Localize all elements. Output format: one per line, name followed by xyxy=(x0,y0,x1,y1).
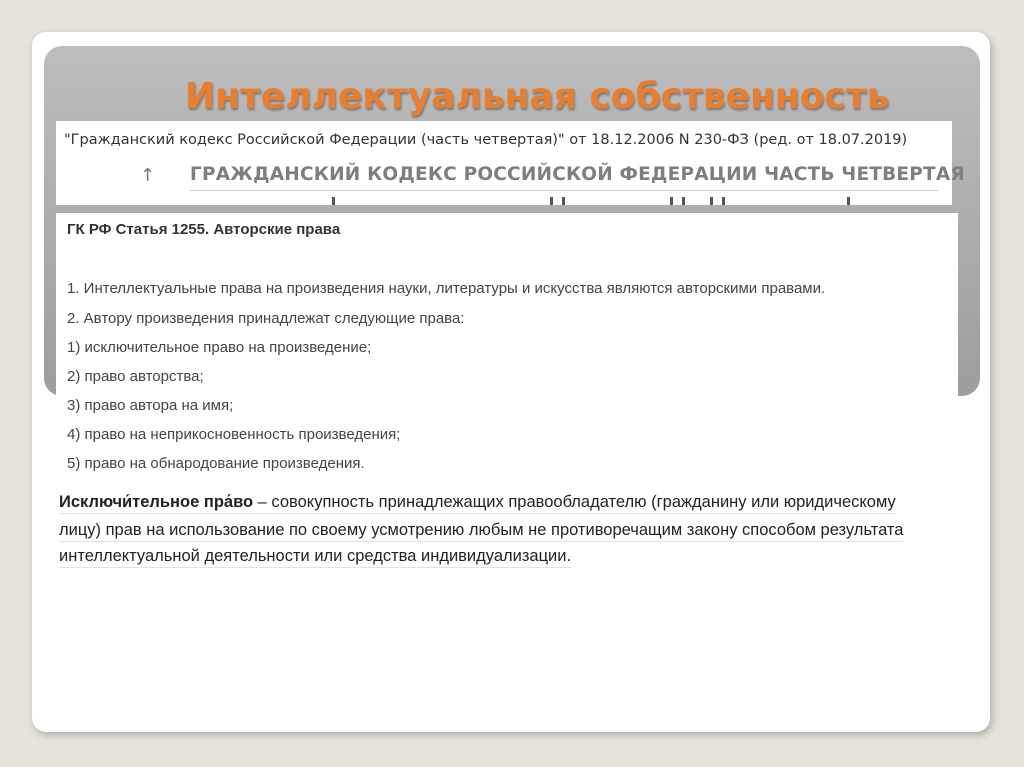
definition-line xyxy=(59,493,896,514)
article-excerpt xyxy=(56,213,958,483)
article-line: 1) исключительное право на произведение; xyxy=(67,339,372,356)
code-heading-link[interactable]: ГРАЖДАНСКИЙ КОДЕКС РОССИЙСКОЙ ФЕДЕРАЦИИ ЧАСТЬ ЧЕТВЕРТАЯ xyxy=(190,164,965,185)
heading-divider xyxy=(190,190,938,191)
article-line: 5) право на обнародование произведения. xyxy=(67,455,365,472)
code-reference: "Гражданский кодекс Российской Федерации (часть четвертая)" от 18.12.2006 N 230-ФЗ (ред. от 18.07.2019) xyxy=(56,121,952,159)
article-title: ГК РФ Статья 1255. Авторские права xyxy=(67,221,341,238)
definition-term: Исключи́тельное пра́во xyxy=(59,493,254,511)
article-line: 4) право на неприкосновенность произведения; xyxy=(67,426,401,443)
definition-text: – совокупность принадлежащих правообладателю (гражданину или юридическому xyxy=(253,493,896,511)
definition-line: лицу) прав на использование по своему усмотрению любым не противоречащим закону способом результата xyxy=(59,521,903,542)
code-heading-block xyxy=(56,159,965,205)
article-line: 1. Интеллектуальные права на произведения науки, литературы и искусства являются авторскими правами. xyxy=(67,280,826,297)
up-arrow-icon[interactable]: ↑ xyxy=(140,165,156,186)
article-line: 2) право авторства; xyxy=(67,368,204,385)
slide-title: Интеллектуальная собственность xyxy=(185,76,890,117)
article-line: 2. Автору произведения принадлежат следующие права: xyxy=(67,310,465,327)
clipped-text-row xyxy=(190,197,938,205)
definition-line: интеллектуальной деятельности или средства индивидуализации. xyxy=(59,547,571,568)
article-line: 3) право автора на имя; xyxy=(67,397,234,414)
